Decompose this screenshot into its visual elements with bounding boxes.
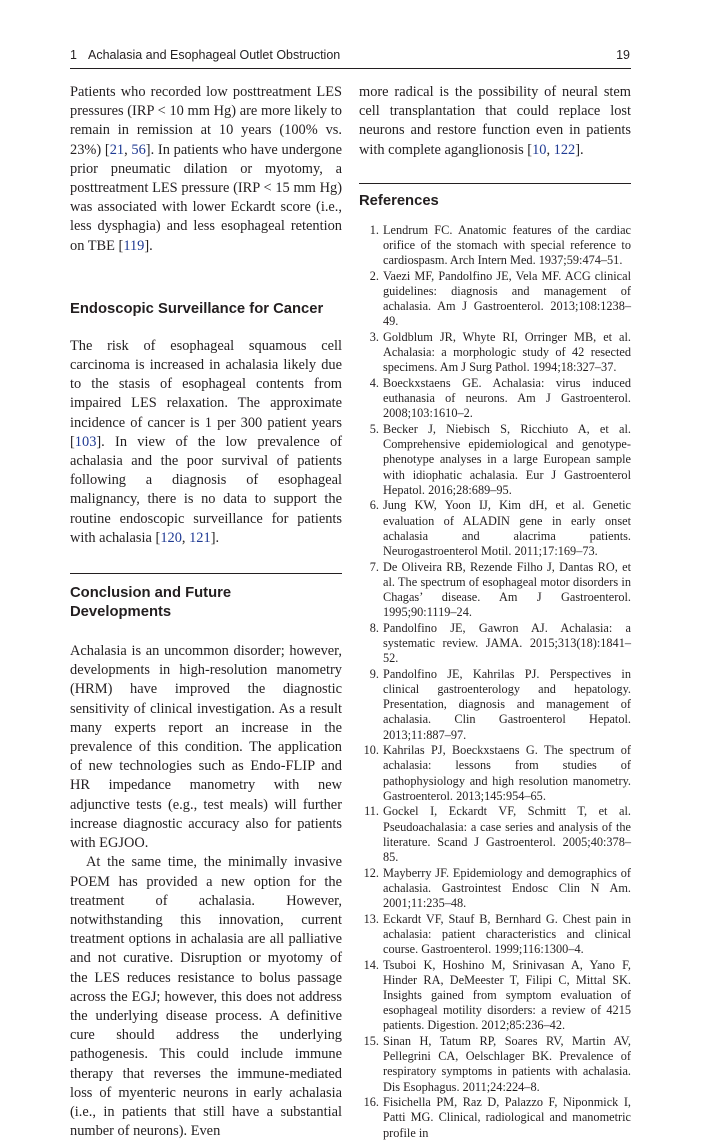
reference-number: 15.: [363, 1034, 379, 1049]
references-heading: References: [359, 192, 439, 209]
text-run: The risk of esophageal squamous cell carcinoma is increased in achalasia likely due to the stasis of esophageal contents from impaired LES relaxation. The approximate incidence of cancer is 1 per 300 patient years [: [70, 337, 342, 450]
text-run: ]. In patients who have undergone prior pneumatic dilation or myotomy, a posttreatment LES pressure (IRP < 15 mm Hg) was associated with lower Eckardt score (i.e., less dysphagia) and less esophageal retention on TBE [: [70, 141, 342, 254]
chapter-number: 1: [70, 48, 77, 62]
text-run: more radical is the possibility of neural stem cell transplantation that could replace lost neurons and restore function even in patients with complete aganglionosis [: [359, 84, 631, 158]
reference-text: Goldblum JR, Whyte RI, Orringer MB, et al. Achalasia: a morphologic study of 42 resected specimens. Am J Surg Pathol. 1994;18:327–37.: [383, 330, 631, 375]
reference-number: 14.: [363, 957, 379, 972]
reference-item: [359, 667, 631, 743]
reference-number: 10.: [363, 743, 379, 758]
text-run: ,: [124, 141, 132, 158]
reference-text: Sinan H, Tatum RP, Soares RV, Martin AV, Pellegrini CA, Oelschlager BK. Prevalence of respiratory symptoms in patients with achalasia. Dis Esophagus. 2011;24:224–8.: [383, 1034, 631, 1094]
reference-number: 9.: [369, 666, 379, 681]
right-column: [359, 83, 631, 1141]
reference-number: 5.: [369, 422, 379, 437]
citation-link[interactable]: 122: [553, 141, 576, 158]
reference-text: Lendrum FC. Anatomic features of the cardiac orifice of the stomach with special reference to cardiospasm. Arch Intern Med. 1937;59:474–51.: [383, 222, 631, 268]
reference-number: 3.: [369, 330, 379, 345]
reference-item: [359, 560, 631, 621]
section-rule: [70, 573, 342, 574]
reference-item: [359, 376, 631, 422]
heading-line: Developments: [70, 604, 172, 621]
reference-item: [359, 743, 631, 804]
reference-number: 1.: [369, 222, 379, 237]
reference-text: Boeckxstaens GE. Achalasia: virus induced euthanasia of neurons. Am J Gastroenterol. 2008;103:1610–2.: [383, 376, 631, 421]
paragraph-cancer-risk: [70, 337, 342, 548]
reference-text: Fisichella PM, Raz D, Palazzo F, Niponmick I, Patti MG. Clinical, radiological and manometric profile in: [383, 1095, 631, 1140]
reference-number: 12.: [363, 865, 379, 880]
reference-item: [359, 498, 631, 559]
reference-item: [359, 1034, 631, 1095]
reference-item: [359, 422, 631, 498]
reference-item: [359, 958, 631, 1034]
reference-text: Pandolfino JE, Kahrilas PJ. Perspectives in clinical gastroenterology and hepatology. Presentation, diagnosis and management of achalasia. Clin Gastroenterol Hepatol. 2013;11:887–97.: [383, 666, 631, 742]
heading-line: Conclusion and Future: [70, 585, 232, 602]
reference-item: [359, 1095, 631, 1141]
reference-item: [359, 621, 631, 667]
paragraph-conclusion-2: At the same time, the minimally invasive POEM has provided a new option for the treatment of achalasia. However, notwithstanding this innovation, current treatment options in achalasia are all palliative and not curative. Disruption or myotomy of the LES reduces resistance to bolus passage across the EGJ; however, this does not address the underlying disease process. A definitive cure should address the underlying pathogenesis. This could include immune therapy that reverses the immune-mediated loss of myenteric neurons in early achalasia (i.e., in patients that still have a substantial number of neurons). Even: [70, 854, 342, 1140]
text-run: ,: [546, 141, 554, 158]
text-run: ].: [144, 237, 153, 254]
section-heading-surveillance: Endoscopic Surveillance for Cancer: [70, 300, 324, 317]
reference-item: [359, 223, 631, 269]
reference-text: Kahrilas PJ, Boeckxstaens G. The spectrum of achalasia: lessons from studies of pathophysiology and high resolution manometry. Gastroenterol. 2013;145:954–65.: [383, 743, 631, 803]
text-run: Patients who recorded low posttreatment LES pressures (IRP < 10 mm Hg) are more likely to remain in remission at 10 years (100% vs. 23%) [: [70, 84, 342, 158]
citation-link[interactable]: 21: [109, 141, 125, 158]
text-run: ].: [210, 529, 220, 546]
text-run: ,: [181, 529, 190, 546]
reference-number: 13.: [363, 911, 379, 926]
paragraph-remission: [70, 83, 342, 256]
citation-link[interactable]: 120: [160, 529, 182, 546]
paragraph-conclusion-1: Achalasia is an uncommon disorder; however, developments in high-resolution manometry (HRM) have improved the diagnostic sensitivity of clinical investigation. As a result many experts report an increase in the prevalence of this condition. The application of new technologies such as Endo-FLIP and HR impedance manometry with new adjunctive tests (e.g., test meals) will further increase diagnostic accuracy also for patients with EGJOO.: [70, 643, 342, 852]
text-run: ].: [575, 141, 584, 158]
paragraph-stem-cell: [359, 83, 631, 160]
reference-item: [359, 912, 631, 958]
citation-link[interactable]: 119: [123, 237, 145, 254]
header-rule: [70, 68, 631, 69]
running-header: [70, 48, 630, 68]
reference-number: 2.: [369, 268, 379, 283]
reference-text: Jung KW, Yoon IJ, Kim dH, et al. Genetic evaluation of ALADIN gene in early onset achalasia and alacrima patients. Neurogastroenterol Motil. 2011;17:169–73.: [383, 498, 631, 559]
reference-text: Tsuboi K, Hoshino M, Srinivasan A, Yano F, Hinder RA, DeMeester T, Filipi C, Mittal SK. Insights gained from symptom evaluation of esophageal motility disorders: a review of 4215 patients. Digestion. 2012;85:236–42.: [383, 957, 631, 1033]
reference-number: 16.: [363, 1095, 379, 1110]
reference-text: Vaezi MF, Pandolfino JE, Vela MF. ACG clinical guidelines: diagnosis and management of achalasia. Am J Gastroenterol. 2013;108:1238–49.: [383, 268, 631, 329]
reference-item: [359, 804, 631, 865]
reference-number: 6.: [369, 498, 379, 513]
reference-item: [359, 330, 631, 376]
citation-link[interactable]: 121: [189, 529, 211, 546]
reference-text: Eckardt VF, Stauf B, Bernhard G. Chest pain in achalasia: patient characteristics and clinical course. Gastroenterol. 1999;116:1300–4.: [383, 911, 631, 957]
reference-text: De Oliveira RB, Rezende Filho J, Dantas RO, et al. The spectrum of esophageal motor disorders in Chagas’ disease. Am J Gastroenterol. 1995;90:1119–24.: [383, 559, 631, 620]
reference-item: [359, 269, 631, 330]
section-rule: [359, 183, 631, 184]
reference-number: 11.: [364, 804, 379, 819]
section-heading-conclusion: [70, 584, 342, 622]
left-column: [70, 83, 342, 1141]
reference-number: 4.: [369, 376, 379, 391]
chapter-title: Achalasia and Esophageal Outlet Obstruction: [88, 48, 341, 62]
page-number: 19: [616, 48, 630, 62]
reference-list: [359, 223, 631, 1141]
reference-text: Becker J, Niebisch S, Ricchiuto A, et al. Comprehensive epidemiological and genotype-phenotype analyses in a large European sample with idiophatic achalasia. Eur J Gastroenterol Hepatol. 2016;28:689–95.: [383, 422, 631, 497]
reference-text: Gockel I, Eckardt VF, Schmitt T, et al. Pseudoachalasia: a case series and analysis of the literature. Scand J Gastroenterol. 2005;40:378–85.: [383, 804, 631, 865]
citation-link[interactable]: 10: [532, 141, 547, 158]
reference-number: 8.: [369, 620, 379, 635]
citation-link[interactable]: 103: [74, 433, 97, 450]
reference-number: 7.: [369, 559, 379, 574]
text-run: ]. In view of the low prevalence of achalasia and the poor survival of patients following a diagnosis of esophageal malignancy, there is no data to support the routine endoscopic surveillance for patients with achalasia [: [70, 433, 342, 546]
reference-item: [359, 866, 631, 912]
reference-text: Mayberry JF. Epidemiology and demographics of achalasia. Gastrointest Endosc Clin N Am. 2001;11:235–48.: [383, 865, 631, 911]
reference-text: Pandolfino JE, Gawron AJ. Achalasia: a systematic review. JAMA. 2015;313(18):1841–52.: [383, 620, 631, 666]
citation-link[interactable]: 56: [131, 141, 146, 158]
